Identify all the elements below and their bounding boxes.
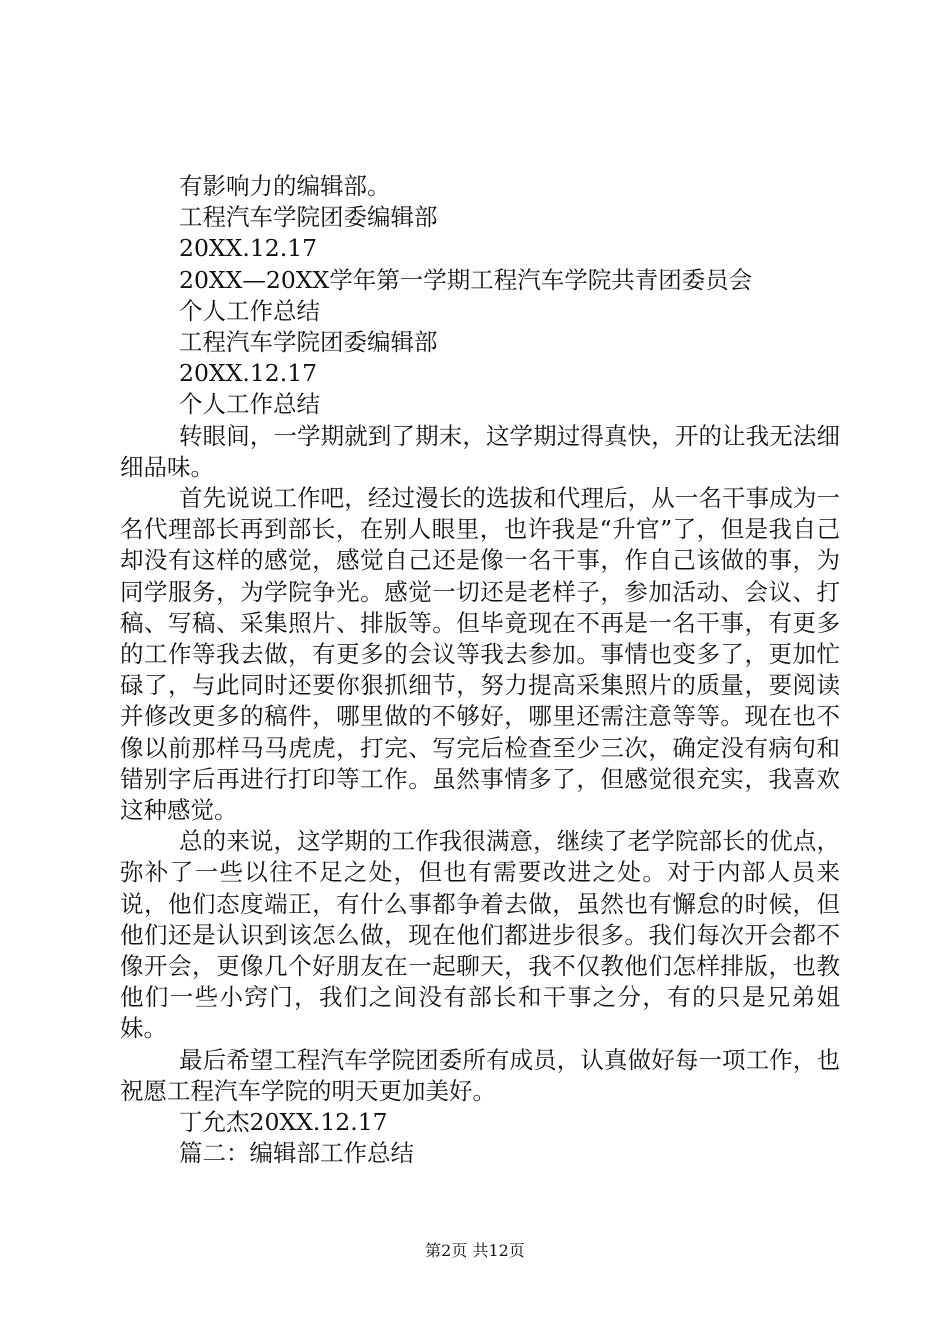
department-signature: 工程汽车学院团委编辑部 [179,203,438,232]
department-signature: 工程汽车学院团委编辑部 [179,328,438,357]
paragraph-work: 首先说说工作吧，经过漫长的选拔和代理后，从一名干事成为一名代理部长再到部长，在别人眼里，也许我是“升官”了，但是我自己却没有这样的感觉，感觉自己还是像一名干事，作自己该做的事，为同学服务，为学院争光。感觉一切还是老样子，参加活动、会议、打稿、写稿、采集照片、排版等。但毕竟现在不再是一名干事，有更多的工作等我去做，有更多的会议等我去参加。事情也变多了，更加忙碌了，与此同时还要你狠抓细节，努力提高采集照片的质量，要阅读并修改更多的稿件，哪里做的不够好，哪里还需注意等等。现在也不像以前那样马马虎虎，打完、写完后检查至少三次，确定没有病句和错别字后再进行打印等工作。虽然事情多了，但感觉很充实，我喜欢这种感觉。 [120,484,840,825]
page-number: 第2页 共12页 [425,1241,525,1260]
document-body [120,171,840,1170]
summary-title: 个人工作总结 [179,390,320,419]
continuation-line: 有影响力的编辑部。 [179,172,391,200]
date-line: 20XX.12.17 [179,234,318,263]
section-subtitle: 个人工作总结 [179,296,320,325]
paragraph-overall: 总的来说，这学期的工作我很满意，继续了老学院部长的优点，弥补了一些以往不足之处，但也有需要改进之处。对于内部人员来说，他们态度端正，有什么事都争着去做，虽然也有懈怠的时候，但他们还是认识到该怎么做，现在他们都进步很多。我们每次开会都不像开会，更像几个好朋友在一起聊天，我不仅教他们怎样排版，也教他们一些小窍门，我们之间没有部长和干事之分，有的只是兄弟姐妹。 [120,827,840,1043]
paragraph-intro: 转眼间，一学期就到了期末，这学期过得真快，开的让我无法细细品味。 [120,421,840,481]
section-title: 20XX—20XX学年第一学期工程汽车学院共青团委员会 [179,265,753,294]
paragraph-closing: 最后希望工程汽车学院团委所有成员，认真做好每一项工作，也祝愿工程汽车学院的明天更加美好。 [120,1045,840,1105]
date-line: 20XX.12.17 [179,359,318,388]
author-signature: 丁允杰20XX.12.17 [179,1108,388,1137]
next-section-heading: 篇二：编辑部工作总结 [179,1139,414,1168]
